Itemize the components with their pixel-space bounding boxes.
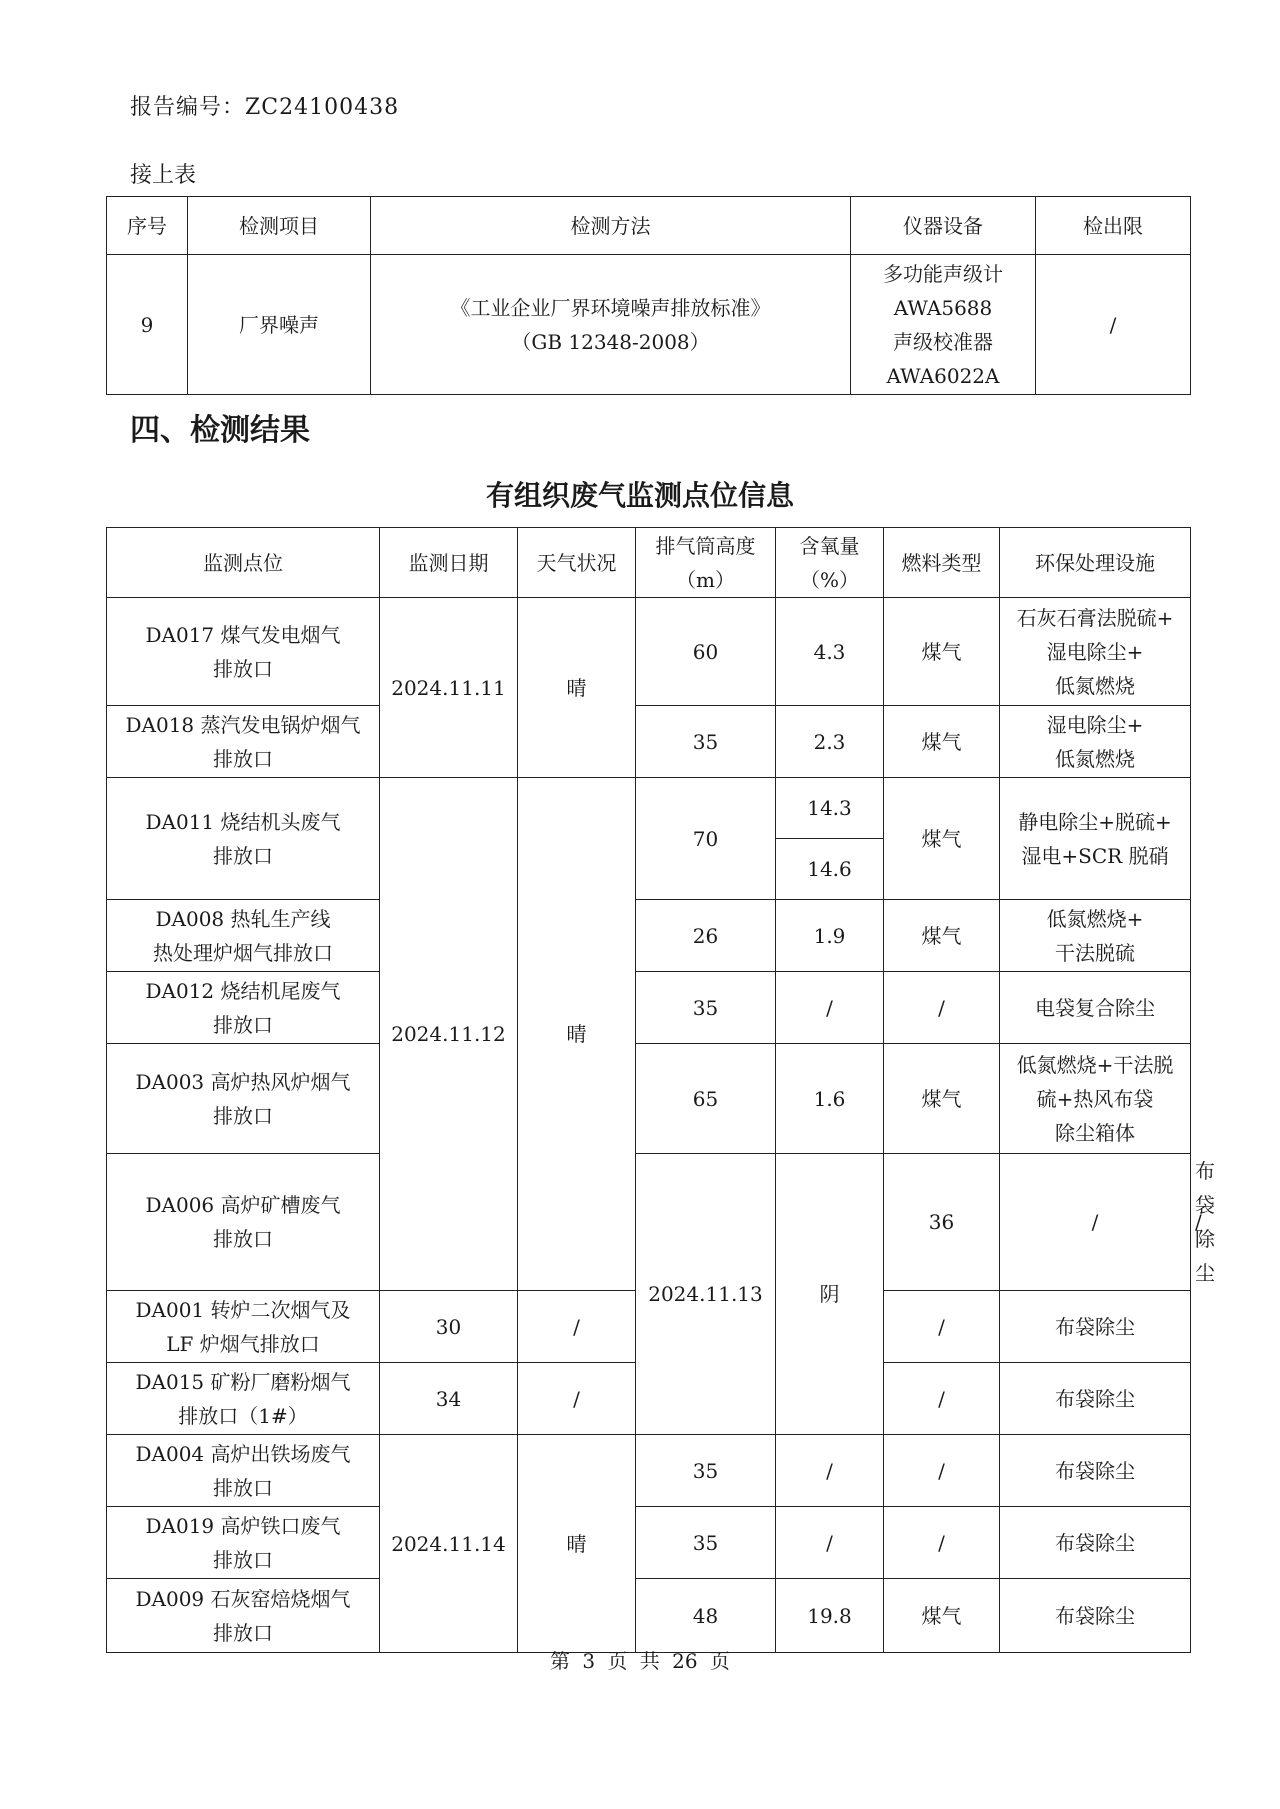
cell-item: 厂界噪声 [188, 255, 371, 395]
table-row: DA006 高炉矿槽废气 排放口 2024.11.13 阴 36 / / 布袋除尘 [107, 1154, 1191, 1291]
header-weather: 天气状况 [518, 528, 636, 598]
cell-facility: 石灰石膏法脱硫+ 湿电除尘+ 低氮燃烧 [1000, 598, 1191, 706]
site-info-table [106, 527, 1215, 1653]
table-row [107, 972, 1191, 1044]
cell-point: DA019 高炉铁口废气 排放口 [107, 1507, 380, 1579]
cell-facility: 布袋除尘 [1000, 1435, 1191, 1507]
header-height: 排气筒高度 （m） [636, 528, 776, 598]
cell-height: 65 [636, 1044, 776, 1154]
cell-fuel: 煤气 [884, 778, 1000, 900]
cell-oxygen: / [776, 1435, 884, 1507]
cell-fuel: / [884, 1435, 1000, 1507]
cell-height: 34 [380, 1363, 518, 1435]
cell-height: 26 [636, 900, 776, 972]
cell-fuel: 煤气 [884, 1579, 1000, 1653]
table-row [107, 900, 1191, 972]
cell-date: 2024.11.13 [636, 1154, 776, 1435]
cell-fuel: / [884, 1291, 1000, 1363]
header-method: 检测方法 [371, 197, 851, 255]
cell-oxygen: 14.3 [776, 778, 884, 839]
cell-point: DA011 烧结机头废气 排放口 [107, 778, 380, 900]
cell-height: 30 [380, 1291, 518, 1363]
cell-oxygen: 1.6 [776, 1044, 884, 1154]
table-row [107, 1044, 1191, 1154]
cell-facility: 布袋除尘 [1000, 1291, 1191, 1363]
page-footer: 第 3 页 共 26 页 [550, 1649, 730, 1673]
continued-label: 接上表 [130, 163, 197, 188]
table-caption: 有组织废气监测点位信息 [485, 479, 794, 512]
cell-facility: 电袋复合除尘 [1000, 972, 1191, 1044]
cell-oxygen: 1.9 [776, 900, 884, 972]
cell-height: 70 [636, 778, 776, 900]
cell-point: DA008 热轧生产线 热处理炉烟气排放口 [107, 900, 380, 972]
cell-facility: 低氮燃烧+干法脱 硫+热风布袋 除尘箱体 [1000, 1044, 1191, 1154]
cell-height: 36 [884, 1154, 1000, 1291]
cell-weather: 阴 [776, 1154, 884, 1435]
cell-method: 《工业企业厂界环境噪声排放标准》 （GB 12348-2008） [371, 255, 851, 395]
header-facility: 环保处理设施 [1000, 528, 1191, 598]
cell-facility: 布袋除尘 [1000, 1579, 1191, 1653]
cell-oxygen: / [518, 1363, 636, 1435]
cell-oxygen: 4.3 [776, 598, 884, 706]
cell-oxygen: 19.8 [776, 1579, 884, 1653]
cell-height: 35 [636, 1435, 776, 1507]
cell-point: DA017 煤气发电烟气 排放口 [107, 598, 380, 706]
cell-fuel: / [884, 972, 1000, 1044]
cell-height: 60 [636, 598, 776, 706]
cell-date: 2024.11.12 [380, 778, 518, 1291]
table-row [107, 1507, 1191, 1579]
method-table [106, 196, 1191, 395]
cell-fuel: 煤气 [884, 1044, 1000, 1154]
cell-facility: 低氮燃烧+ 干法脱硫 [1000, 900, 1191, 972]
header-oxygen: 含氧量 （%） [776, 528, 884, 598]
table-row [107, 1579, 1191, 1653]
header-date: 监测日期 [380, 528, 518, 598]
header-equipment: 仪器设备 [851, 197, 1036, 255]
cell-height: 35 [636, 1507, 776, 1579]
header-no: 序号 [107, 197, 188, 255]
cell-facility: 布袋除尘 [1000, 1507, 1191, 1579]
report-number: 报告编号：ZC24100438 [130, 95, 400, 120]
cell-fuel: 煤气 [884, 706, 1000, 778]
cell-point: DA004 高炉出铁场废气 排放口 [107, 1435, 380, 1507]
cell-facility: 布袋除尘 [1000, 1363, 1191, 1435]
cell-height: 35 [636, 706, 776, 778]
cell-point: DA018 蒸汽发电锅炉烟气 排放口 [107, 706, 380, 778]
table-row [107, 255, 1191, 395]
cell-point: DA001 转炉二次烟气及 LF 炉烟气排放口 [107, 1291, 380, 1363]
cell-point: DA006 高炉矿槽废气 排放口 [107, 1154, 380, 1291]
cell-oxygen: / [776, 972, 884, 1044]
cell-oxygen: / [518, 1291, 636, 1363]
cell-date: 2024.11.11 [380, 598, 518, 778]
header-limit: 检出限 [1036, 197, 1191, 255]
cell-point: DA015 矿粉厂磨粉烟气 排放口（1#） [107, 1363, 380, 1435]
cell-oxygen: / [776, 1507, 884, 1579]
cell-facility: 湿电除尘+ 低氮燃烧 [1000, 706, 1191, 778]
cell-weather: 晴 [518, 1435, 636, 1653]
cell-point: DA012 烧结机尾废气 排放口 [107, 972, 380, 1044]
method-table-header [107, 197, 1191, 255]
header-point: 监测点位 [107, 528, 380, 598]
cell-height: 35 [636, 972, 776, 1044]
cell-point: DA009 石灰窑焙烧烟气 排放口 [107, 1579, 380, 1653]
cell-fuel: 煤气 [884, 900, 1000, 972]
cell-oxygen: 2.3 [776, 706, 884, 778]
cell-weather: 晴 [518, 598, 636, 778]
section-title: 四、检测结果 [130, 413, 310, 448]
table-row [107, 706, 1191, 778]
cell-point: DA003 高炉热风炉烟气 排放口 [107, 1044, 380, 1154]
table-row [107, 598, 1191, 706]
cell-no: 9 [107, 255, 188, 395]
cell-fuel: 煤气 [884, 598, 1000, 706]
cell-facility: 静电除尘+脱硫+ 湿电+SCR 脱硝 [1000, 778, 1191, 900]
cell-limit: / [1036, 255, 1191, 395]
cell-fuel: / [884, 1363, 1000, 1435]
cell-weather: 晴 [518, 778, 636, 1291]
table-row [107, 1435, 1191, 1507]
header-item: 检测项目 [188, 197, 371, 255]
cell-height: 48 [636, 1579, 776, 1653]
table-row [107, 778, 1191, 839]
cell-oxygen: / [1000, 1154, 1191, 1291]
cell-fuel: / [884, 1507, 1000, 1579]
cell-oxygen-2: 14.6 [776, 839, 884, 900]
cell-equipment: 多功能声级计 AWA5688 声级校准器 AWA6022A [851, 255, 1036, 395]
cell-date: 2024.11.14 [380, 1435, 518, 1653]
header-fuel: 燃料类型 [884, 528, 1000, 598]
site-table-header [107, 528, 1191, 598]
